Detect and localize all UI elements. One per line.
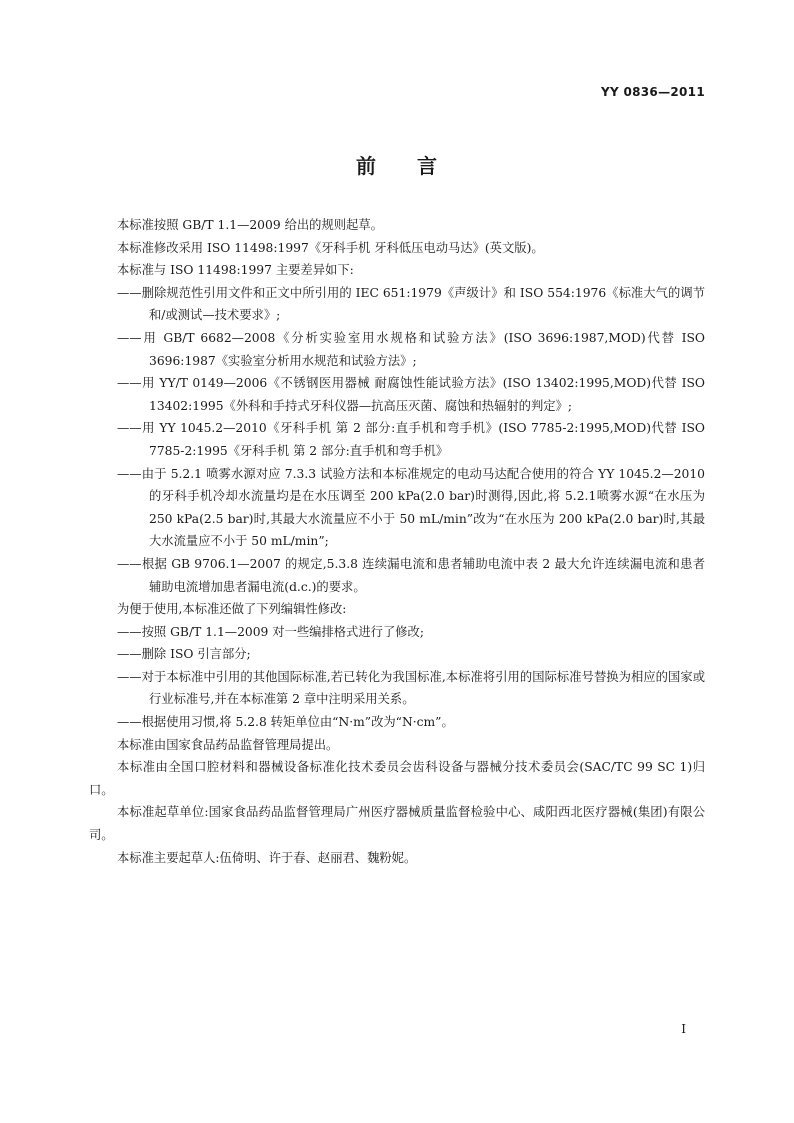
page-number: I: [681, 1022, 686, 1036]
paragraph-drafting-rules: 本标准按照 GB/T 1.1—2009 给出的规则起草。: [117, 218, 383, 232]
paragraph-editorial-intro: 为便于使用,本标准还做了下列编辑性修改:: [117, 602, 347, 617]
title-char-1: 前: [356, 154, 377, 178]
paragraph-drafters: 本标准主要起草人:伍倚明、许于春、赵丽君、魏粉妮。: [117, 850, 417, 865]
list-item: ——删除规范性引用文件和正文中所引用的 IEC 651:1979《声级计》和 ISO 554:1976《标准大气的调节和/或测试—技术要求》;: [117, 285, 705, 323]
paragraph-proposed-by: 本标准由国家食品药品监督管理局提出。: [117, 737, 339, 752]
list-item: ——由于 5.2.1 喷雾水源对应 7.3.3 试验方法和本标准规定的电动马达配合使用的符合 YY 1045.2—2010 的牙科手机冷却水流量均是在水压调至 200 kPa(2.0 bar)时测得,因此,将 5.2.1喷雾水源“在水压为 250 kPa(2.5 bar)时,其最大水流量应不小于 50 mL/min”改为“在水压为 200 kPa(2.0 bar)时,其最大水流量应不小于 50 mL/min”;: [117, 466, 705, 549]
paragraph-adoption: 本标准修改采用 ISO 11498:1997《牙科手机 牙科低压电动马达》(英文版)。: [117, 240, 544, 255]
list-item: ——对于本标准中引用的其他国际标准,若已转化为我国标准,本标准将引用的国际标准号替换为相应的国家或行业标准号,并在本标准第 2 章中注明采用关系。: [117, 669, 705, 707]
list-item: ——用 YY/T 0149—2006《不锈钢医用器械 耐腐蚀性能试验方法》(ISO 13402:1995,MOD)代替 ISO 13402:1995《外科和手持式牙科仪器—抗高压灭菌、腐蚀和热辐射的判定》;: [117, 376, 705, 413]
paragraph-drafting-units: 本标准起草单位:国家食品药品监督管理局广州医疗器械质量监督检验中心、咸阳西北医疗器械(集团)有限公司。: [89, 805, 705, 843]
paragraph-differences-intro: 本标准与 ISO 11498:1997 主要差异如下:: [117, 263, 354, 278]
list-item: ——根据使用习惯,将 5.2.8 转矩单位由“N·m”改为“N·cm”。: [117, 715, 454, 730]
list-item: ——用 YY 1045.2—2010《牙科手机 第 2 部分:直手机和弯手机》(ISO 7785-2:1995,MOD)代替 ISO 7785-2:1995《牙科手机 第 2 部分:直手机和弯手机》: [117, 421, 705, 458]
list-item: ——删除 ISO 引言部分;: [117, 647, 251, 662]
list-item: ——用 GB/T 6682—2008《分析实验室用水规格和试验方法》(ISO 3696:1987,MOD)代替 ISO 3696:1987《实验室分析用水规范和试验方法》;: [117, 330, 705, 368]
foreword-body: [89, 214, 705, 869]
page-title: [0, 150, 794, 179]
paragraph-under-jurisdiction: 本标准由全国口腔材料和器械设备标准化技术委员会齿科设备与器械分技术委员会(SAC/TC 99 SC 1)归口。: [89, 760, 705, 797]
list-item: ——根据 GB 9706.1—2007 的规定,5.3.8 连续漏电流和患者辅助电流中表 2 最大允许连续漏电流和患者辅助电流增加患者漏电流(d.c.)的要求。: [117, 556, 705, 594]
document-code: YY 0836—2011: [601, 85, 705, 99]
list-item: ——按照 GB/T 1.1—2009 对一些编排格式进行了修改;: [117, 624, 424, 639]
title-char-2: 言: [417, 154, 438, 178]
